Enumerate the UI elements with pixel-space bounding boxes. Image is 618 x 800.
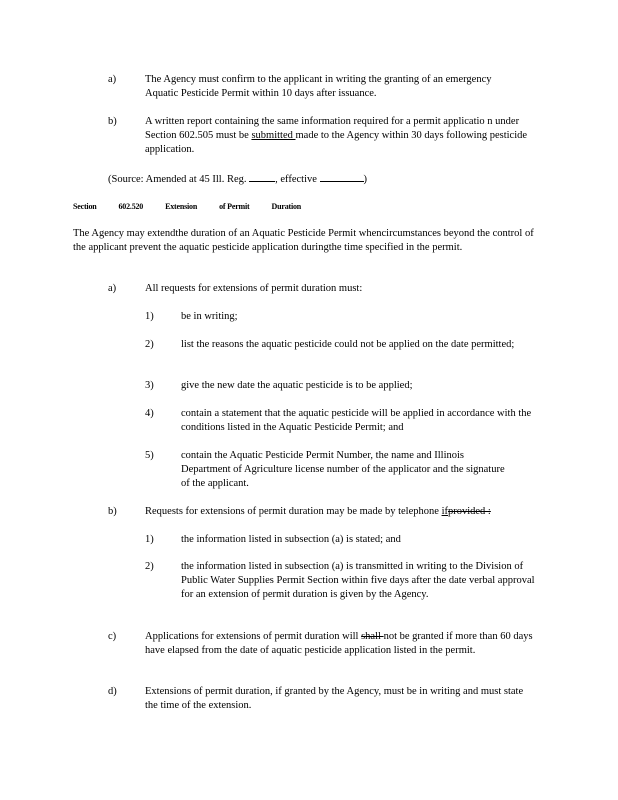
list-text: contain a statement that the aquatic pesticide will be applied in accordance with the conditions listed in the Aquatic Pesticide Permit; and bbox=[181, 408, 532, 433]
list-text: the information listed in subsection (a) is transmitted in writing to the Division of Public Water Supplies Permit Section within five days after the date verbal approval for an extension of permit duration is given by the Agency. bbox=[181, 561, 535, 600]
section-heading bbox=[73, 200, 323, 214]
paragraph-marker: b) bbox=[108, 506, 117, 517]
blank-line bbox=[249, 171, 275, 182]
inserted-text: if bbox=[441, 506, 448, 517]
paragraph-text: The Agency must confirm to the applicant in writing the granting of an emergency Aquatic Pesticide Permit within 10 days after issuance. bbox=[145, 74, 492, 99]
paragraph-text: Extensions of permit duration, if granted by the Agency, must be in writing and must state the time of the extension. bbox=[145, 686, 524, 711]
source-text: , effective bbox=[275, 174, 320, 185]
section-label: Section bbox=[73, 202, 97, 211]
paragraph-marker: c) bbox=[108, 631, 117, 642]
paragraph-text: All requests for extensions of permit duration must: bbox=[145, 283, 363, 294]
text-run: Requests for extensions of permit duration may be made by telephone bbox=[145, 506, 442, 517]
section-intro: The Agency may extendthe duration of an Aquatic Pesticide Permit whencircumstances beyond the control of the applicant prevent the aquatic pesticide application duringthe time specified in the permit. bbox=[73, 228, 534, 253]
deleted-text: shall bbox=[361, 631, 384, 642]
paragraph-marker: d) bbox=[108, 686, 117, 697]
list-marker: 4) bbox=[145, 408, 154, 419]
list-text: be in writing; bbox=[181, 311, 238, 322]
source-note bbox=[108, 171, 508, 187]
text-run: Applications for extensions of permit duration will bbox=[145, 631, 362, 642]
section-title: Extension bbox=[165, 202, 198, 211]
paragraph-text bbox=[145, 505, 491, 519]
paragraph-marker: b) bbox=[108, 116, 117, 127]
paragraph-text bbox=[145, 630, 535, 658]
paragraph-marker: a) bbox=[108, 74, 117, 85]
paragraph-text bbox=[145, 115, 545, 157]
section-number: 602.520 bbox=[118, 202, 144, 211]
list-marker: 3) bbox=[145, 380, 154, 391]
list-text: the information listed in subsection (a) is stated; and bbox=[181, 534, 401, 545]
paragraph-marker: a) bbox=[108, 283, 117, 294]
list-marker: 5) bbox=[145, 450, 154, 461]
text-run: not be granted if more than 60 days have elapsed from the date of aquatic pesticide application listed in the permit. bbox=[145, 631, 533, 656]
section-title: of Permit bbox=[219, 202, 250, 211]
list-text: list the reasons the aquatic pesticide could not be applied on the date permitted; bbox=[181, 339, 515, 350]
blank-line bbox=[320, 171, 364, 182]
list-marker: 1) bbox=[145, 311, 154, 322]
section-title: Duration bbox=[271, 202, 302, 211]
source-text: (Source: Amended at 45 Ill. Reg. bbox=[108, 174, 250, 185]
source-text: ) bbox=[363, 174, 368, 185]
list-marker: 1) bbox=[145, 534, 154, 545]
list-text: give the new date the aquatic pesticide is to be applied; bbox=[181, 380, 413, 391]
deleted-text: provided : bbox=[447, 506, 491, 517]
text-run: A written report containing the same information required for a permit applicatio n under Section 602.505 must be bbox=[145, 116, 520, 141]
list-marker: 2) bbox=[145, 561, 154, 572]
text-run: made to the Agency within 30 days following pesticide application. bbox=[145, 130, 528, 155]
inserted-text: submitted bbox=[251, 130, 296, 141]
list-text: contain the Aquatic Pesticide Permit Number, the name and Illinois Department of Agriculture license number of the applicator and the signature of the applicant. bbox=[181, 450, 505, 489]
list-marker: 2) bbox=[145, 339, 154, 350]
